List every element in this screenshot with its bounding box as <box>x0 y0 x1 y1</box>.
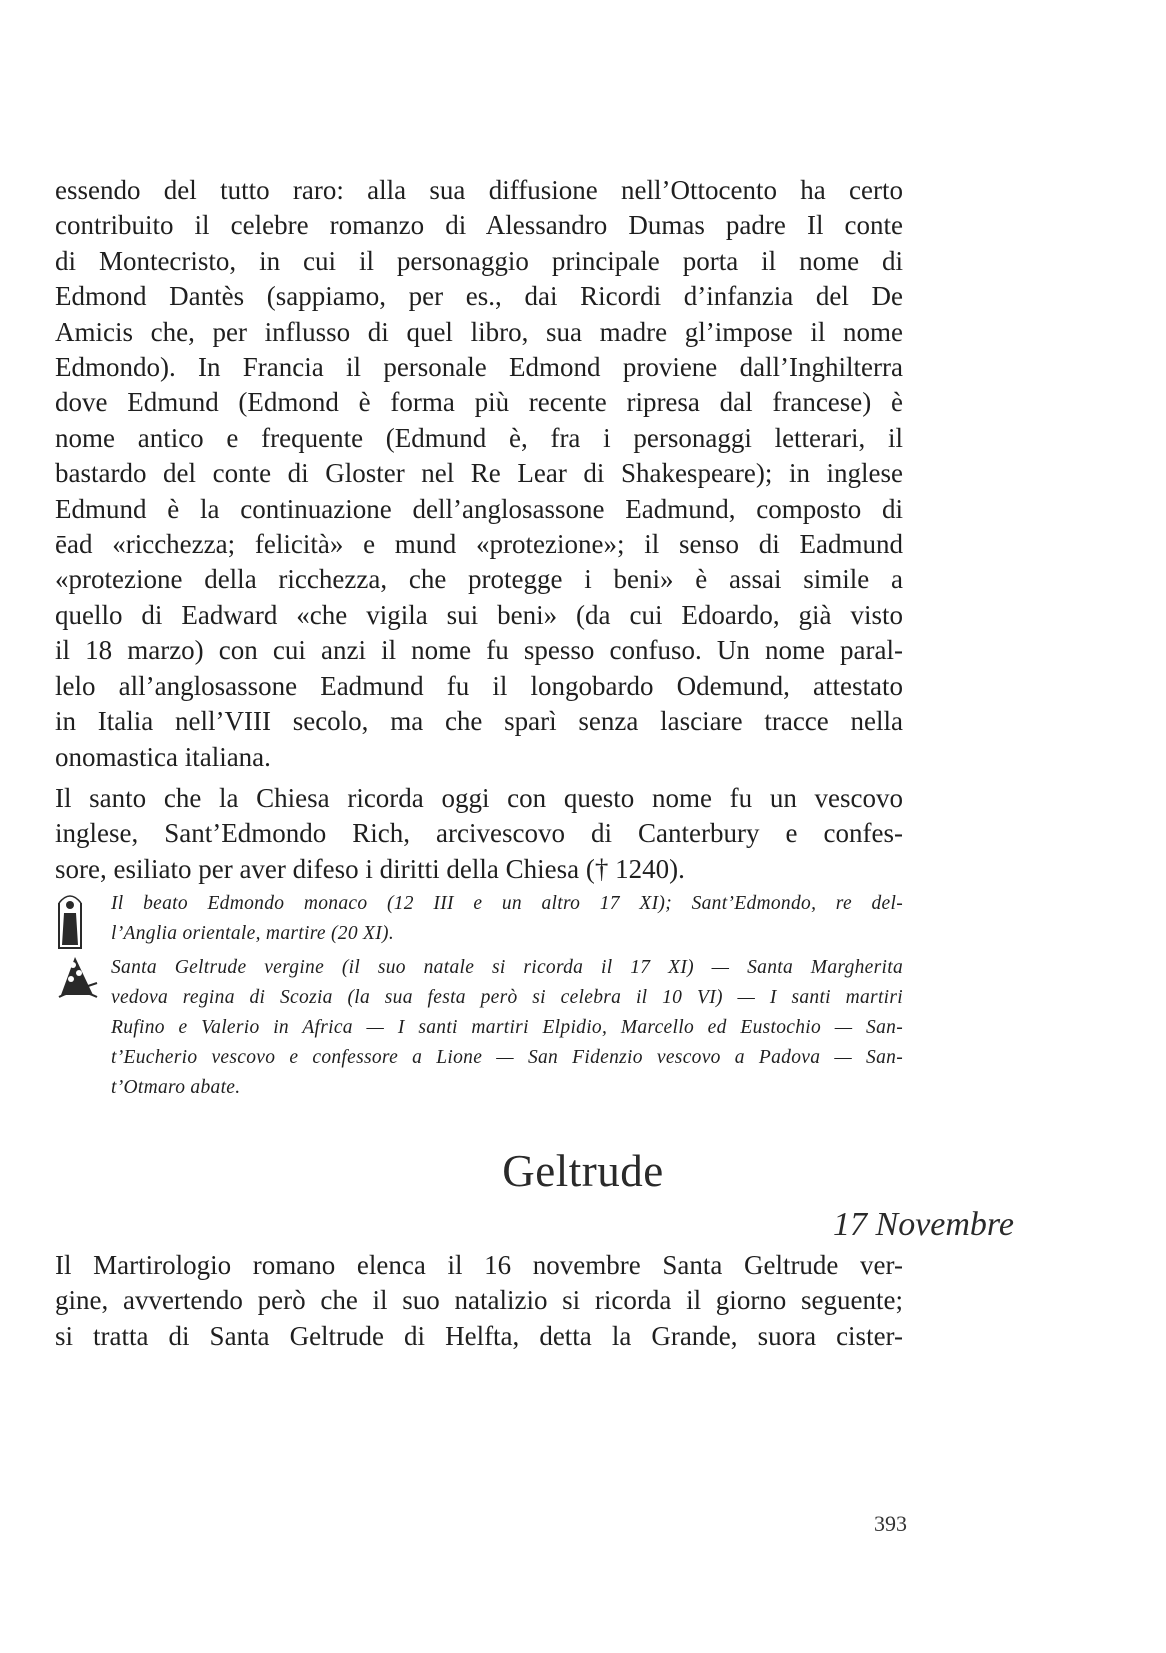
note-line: l’Anglia orientale, martire (20 XI). <box>111 923 395 944</box>
section-heading: Geltrude <box>502 1146 664 1196</box>
text-line: si tratta di Santa Geltrude di Helfta, detta la Grande, suora cister- <box>55 1320 903 1351</box>
paragraph-saint-edmund-rich <box>55 781 903 887</box>
note-line: t’Eucherio vescovo e confessore a Lione — San Fidenzio vescovo a Padova — San- <box>111 1047 903 1068</box>
note-line: Santa Geltrude vergine (il suo natale si ricorda il 17 XI) — Santa Margherita <box>111 957 903 978</box>
text-line: sore, esiliato per aver difeso i diritti della Chiesa († 1240). <box>55 853 685 884</box>
text-line: Il santo che la Chiesa ricorda oggi con questo nome fu un vescovo <box>55 783 903 813</box>
crowd-of-saints-icon <box>55 953 101 1008</box>
feast-date: 17 Novembre <box>833 1206 1014 1243</box>
text-line: gine, avvertendo però che il suo natalizio si ricorda il giorno seguente; <box>55 1285 903 1316</box>
text-line: inglese, Sant’Edmondo Rich, arcivescovo di Canterbury e confes- <box>55 818 903 849</box>
text-line: in Italia nell’VIII secolo, ma che sparì senza lasciare tracce nella <box>55 706 903 737</box>
note-line: Rufino e Valerio in Africa — I santi martiri Elpidio, Marcello ed Eustochio — San- <box>111 1017 903 1038</box>
text-line: di Montecristo, in cui il personaggio principale porta il nome di <box>55 245 903 276</box>
saint-figure-icon <box>55 889 85 958</box>
text-line: Amicis che, per influsso di quel libro, sua madre gl’impose il nome <box>55 316 903 347</box>
text-line: Edmund è la continuazione dell’anglosassone Eadmund, composto di <box>55 493 903 524</box>
note-line: t’Otmaro abate. <box>111 1077 241 1098</box>
text-line: Edmondo). In Francia il personale Edmond proviene dall’Inghilterra <box>55 352 903 383</box>
note-line: Il beato Edmondo monaco (12 III e un altro 17 XI); Sant’Edmondo, re del- <box>111 893 903 914</box>
text-line: Il Martirologio romano elenca il 16 novembre Santa Geltrude ver- <box>55 1250 903 1280</box>
paragraph-geltrude <box>55 1248 903 1354</box>
paragraph-edmondo-etymology <box>55 173 903 775</box>
text-line: ēad «ricchezza; felicità» e mund «protezione»; il senso di Eadmund <box>55 529 903 560</box>
text-line: «protezione della ricchezza, che protegge i beni» è assai simile a <box>55 564 903 595</box>
text-line: bastardo del conte di Gloster nel Re Lear di Shakespeare); in inglese <box>55 458 903 489</box>
text-line: Edmond Dantès (sappiamo, per es., dai Ricordi d’infanzia del De <box>55 281 903 312</box>
note-saints-of-the-day <box>55 953 903 1103</box>
text-line: nome antico e frequente (Edmund è, fra i personaggi letterari, il <box>55 422 903 453</box>
text-line: dove Edmund (Edmond è forma più recente ripresa dal francese) è <box>55 387 903 418</box>
note-line: vedova regina di Scozia (la sua festa però si celebra il 10 VI) — I santi martiri <box>111 987 903 1008</box>
note-text <box>111 953 903 1103</box>
text-line: essendo del tutto raro: alla sua diffusione nell’Ottocento ha certo <box>55 175 903 205</box>
text-line: contribuito il celebre romanzo di Alessandro Dumas padre Il conte <box>55 210 903 241</box>
page-number: 393 <box>874 1511 907 1536</box>
text-line: il 18 marzo) con cui anzi il nome fu spesso confuso. Un nome paral- <box>55 635 903 666</box>
note-other-edmunds <box>55 889 903 959</box>
note-text <box>111 889 903 949</box>
text-line: lelo all’anglosassone Eadmund fu il longobardo Odemund, attestato <box>55 670 903 701</box>
text-line: quello di Eadward «che vigila sui beni» (da cui Edoardo, già visto <box>55 599 903 630</box>
text-line: onomastica italiana. <box>55 741 271 772</box>
